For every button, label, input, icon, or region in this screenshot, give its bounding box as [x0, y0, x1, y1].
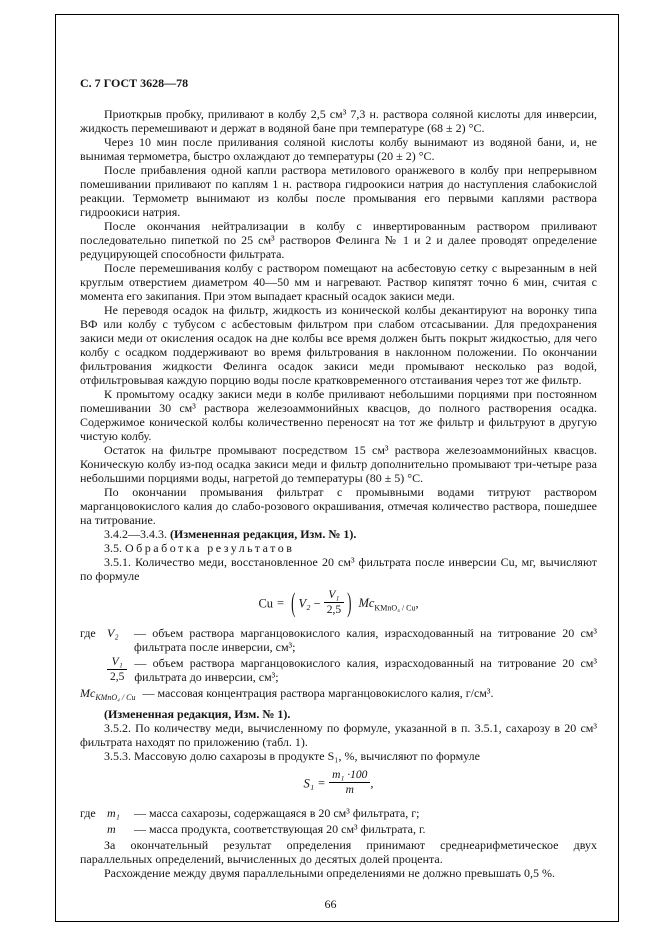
fraction-m1-over-m: [329, 769, 370, 796]
paragraph: Приоткрыв пробку, приливают в колбу 2,5 см³ 7,3 н. раствора соляной кислоты для инверсии, жидкость перемешивают и держат в водяной бане при температуре (68 ± 2) °С.: [80, 107, 597, 135]
paragraph-discrepancy: Расхождение между двумя параллельными определениями не должно превышать 0,5 %.: [104, 866, 555, 880]
coefficient-subscript: KMnO₄ / Cu: [95, 693, 136, 702]
coefficient-mc: Mc: [80, 686, 96, 700]
paragraph: По окончании промывания фильтрат с промывными водами титруют раствором марганцовокислого калия до слабо-розового окрашивания, отмечая количество раствора, пошедшее на титрование.: [80, 485, 597, 527]
fraction-denominator: m: [329, 782, 370, 796]
document-header: С. 7 ГОСТ 3628—78: [80, 76, 189, 90]
paragraph: К промытому осадку закиси меди в колбе приливают небольшими порциями при постоянном помешивании 30 см³ раствора железоаммонийных квасцов, до полного растворения осадка. Содержимое конической колбы количественно переносят на тот же фильтр и фильтруют в другую чистую колбу.: [80, 387, 597, 443]
paragraph-353: 3.5.3. Массовую долю сахарозы в продукте S₁, %, вычисляют по формуле: [104, 749, 480, 763]
paragraph: После окончания нейтрализации в колбу с инвертированным раствором приливают последовательно пипеткой по 25 см³ растворов Фелинга № 1 и 2 и далее проводят определение редуцирующей способности фильтрата.: [80, 219, 597, 261]
formula-lhs: S₁: [303, 776, 315, 791]
definition-term: [107, 656, 127, 683]
definition-row-m: [80, 822, 597, 836]
definition-term: m₁: [107, 806, 120, 820]
fraction-numerator: V₁: [111, 656, 123, 668]
paragraph-final-result: За окончательный результат определения принимают среднеарифметическое двух параллельных определений, вычисленных до десятых долей процента.: [80, 838, 597, 866]
definition-row-m1: [80, 806, 597, 820]
fraction-v1-over-25: [324, 589, 344, 616]
fraction-denominator: 2,5: [324, 602, 344, 616]
paragraph: Через 10 мин после приливания соляной кислоты колбу вынимают из водяной бани, и, не вынимая термометра, быстро охлаждают до температуры (20 ± 2) °С.: [80, 135, 597, 163]
definition-description: — масса продукта, соответствующая 20 см³ фильтрата, г.: [134, 822, 426, 836]
section-342-prefix: 3.4.2—3.4.3.: [104, 527, 170, 541]
minus-sign: −: [313, 596, 321, 611]
paragraph: После прибавления одной капли раствора метилового оранжевого в колбу при непрерывном помешивании приливают по каплям 1 н. раствора гидроокиси натрия до наступления слабокислой реакции. Термометр вынимают из колбы после промывания его первыми каплями раствора гидроокиси натрия.: [80, 163, 597, 219]
fraction-numerator: m₁ ·100: [332, 769, 368, 781]
section-35-number: 3.5.: [104, 541, 125, 555]
section-35-heading: [80, 541, 597, 555]
paragraph: Не переводя осадок на фильтр, жидкость из конической колбы декантируют на воронку типа ВФ или колбу с тубусом с асбестовым фильтром при слабом отсасывании. Для предохранения закиси меди от окисления осадок на дне колбы все время должен быть покрыт жидкостью, для чего колбу с осадком поддерживают во время фильтрования в наклонном положении. По окончании фильтрования жидкости Фелинга осадок закиси меди промывают несколько раз водой, отфильтровывая каждую порцию воды после кратковременного отстаивания через тот же фильтр.: [80, 303, 597, 387]
definition-term: V₂: [107, 626, 119, 640]
definition-description: — масса сахарозы, содержащаяся в 20 см³ фильтрата, г;: [134, 806, 420, 820]
definition-term: m: [107, 822, 116, 836]
definition-row-v2: [80, 626, 597, 654]
equals-sign: =: [318, 776, 326, 791]
open-paren: (: [291, 586, 296, 619]
formula-sucrose: [80, 771, 597, 798]
formula-copper: [80, 586, 597, 619]
section-342-amendment-note: (Измененная редакция, Изм. № 1).: [170, 527, 357, 541]
paragraph-352: 3.5.2. По количеству меди, вычисленному по формуле, указанной в п. 3.5.1, сахарозу в 20 см³ фильтрата находят по приложению (табл. 1).: [80, 721, 597, 749]
paragraph: Остаток на фильтре промывают посредством 15 см³ раствора железоаммонийных квасцов. Коническую колбу из-под осадка закиси меди и фильтр дополнительно промывают три-четыре раза небольшими порциями воды, нагретой до температуры (80 ± 5) °С.: [80, 443, 597, 485]
section-342-343-line: [80, 527, 597, 541]
coefficient-mc: Mc: [358, 596, 375, 611]
fraction-numerator: V₁: [328, 589, 340, 601]
definition-row-mc: [80, 686, 597, 705]
paragraph: После перемешивания колбу с раствором помещают на асбестовую сетку с вырезанным в ней круглым отверстием диаметром 40—50 мм и нагревают. Раствор кипятят точно 6 мин, считая с момента его закипания. При этом выпадает красный осадок закиси меди.: [80, 261, 597, 303]
document-content: [80, 76, 597, 880]
close-paren: ): [347, 586, 352, 619]
definition-term: [80, 686, 135, 705]
coefficient-subscript: KMnO₄ / Cu: [374, 603, 416, 613]
formula-comma: ,: [415, 596, 419, 611]
where-label: где: [80, 626, 96, 640]
fraction-v1-over-25: [107, 656, 127, 683]
paragraph-351: 3.5.1. Количество меди, восстановленное 20 см³ фильтрата после инверсии Cu, мг, вычисляют по формуле: [80, 555, 597, 583]
definition-description: — массовая концентрация раствора марганцовокислого калия, г/см³.: [142, 686, 494, 700]
equals-sign: =: [277, 596, 285, 611]
definition-row-v1-fraction: [80, 656, 597, 684]
formula-comma: ,: [370, 776, 374, 791]
where-label: где: [80, 806, 96, 820]
variable-v2: V₂: [298, 596, 311, 611]
fraction-denominator: 2,5: [107, 669, 127, 683]
section-35-title: Обработка результатов: [125, 541, 295, 555]
amended-note: (Измененная редакция, Изм. № 1).: [104, 707, 291, 721]
page-number: 66: [324, 897, 337, 911]
definition-description: — объем раствора марганцовокислого калия, израсходованный на титрование 20 см³ фильтрата после инверсии, см³;: [134, 626, 597, 654]
formula-lhs: Cu: [258, 596, 274, 611]
definition-description: — объем раствора марганцовокислого калия, израсходованный на титрование 20 см³ фильтрата до инверсии, см³;: [134, 656, 597, 684]
